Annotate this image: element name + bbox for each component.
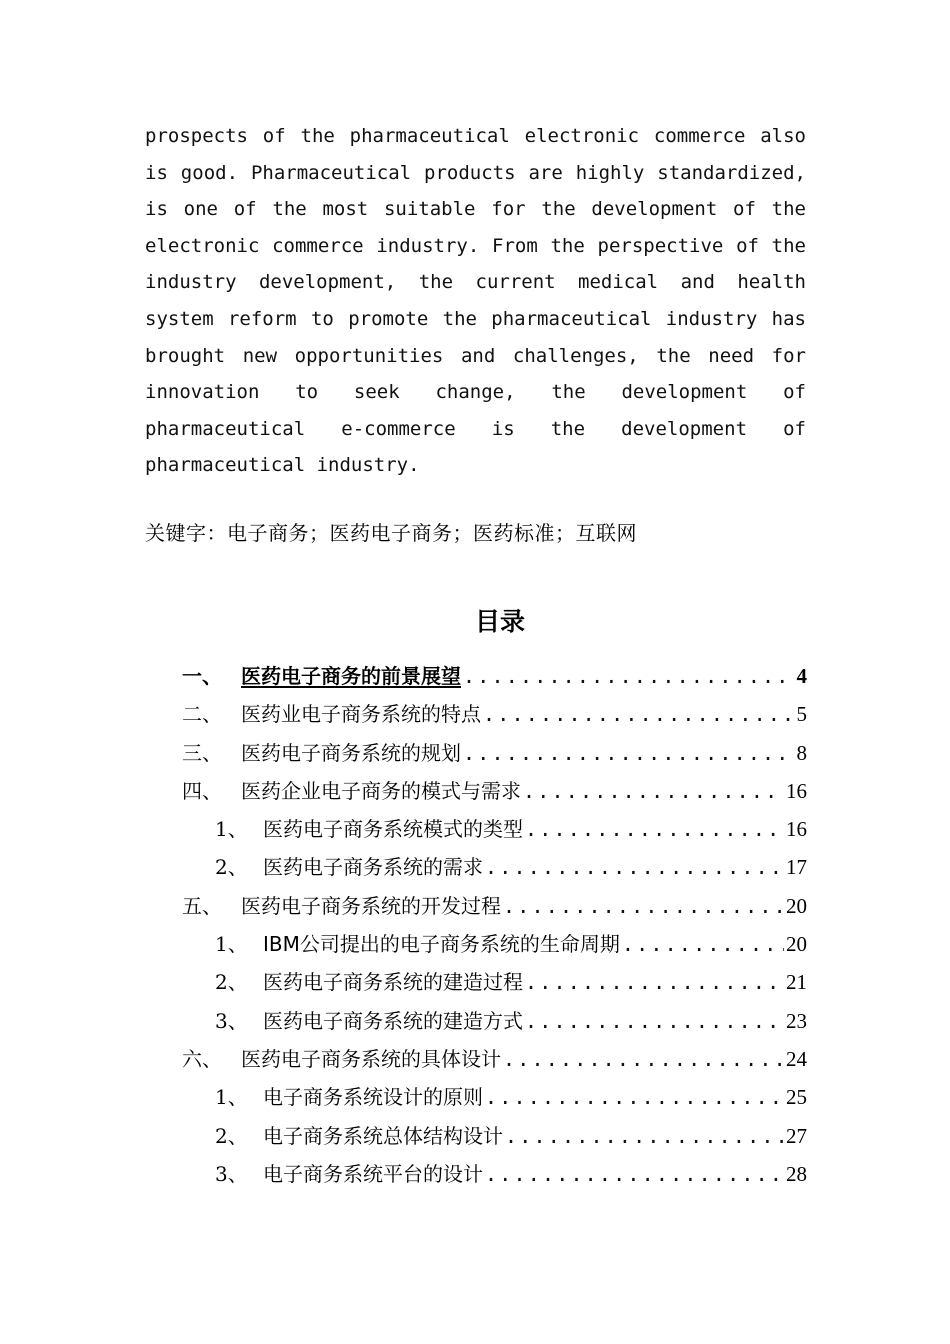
toc-entry-page: 28 xyxy=(786,1161,807,1186)
toc-entry-label: 医药电子商务系统的需求 xyxy=(263,855,483,880)
toc-subentry[interactable] xyxy=(182,1155,807,1193)
toc-dot-leader xyxy=(525,1002,784,1040)
toc-entry-label: 医药电子商务系统的开发过程 xyxy=(241,893,501,918)
toc-entry-label: 医药电子商务系统模式的类型 xyxy=(263,817,523,842)
toc-entry-label: 医药电子商务系统的具体设计 xyxy=(241,1046,501,1071)
toc-dot-leader xyxy=(485,1155,784,1193)
abstract-line: system reform to promote the pharmaceutical industry has xyxy=(145,307,806,330)
toc-entry-page: 17 xyxy=(786,855,807,880)
toc-entry-label: 医药电子商务系统的规划 xyxy=(241,740,461,765)
toc-entry-page: 24 xyxy=(786,1046,807,1071)
toc-entry-page: 16 xyxy=(786,817,807,842)
toc-subentry[interactable] xyxy=(182,810,807,848)
toc-entry-number: 1、 xyxy=(215,817,248,842)
toc-entry-page: 21 xyxy=(786,970,807,995)
abstract-line: innovation to seek change, the development of xyxy=(145,381,806,404)
toc-entry-page: 27 xyxy=(786,1123,807,1148)
toc-entry-label: IBM公司提出的电子商务系统的生命周期 xyxy=(263,932,620,957)
toc-subentry[interactable] xyxy=(182,1117,807,1155)
abstract-line: industry development, the current medical and health xyxy=(145,271,806,294)
toc-entry[interactable] xyxy=(182,1040,807,1078)
toc-subentry[interactable] xyxy=(182,963,807,1001)
keywords-line: 关键字：电子商务；医药电子商务；医药标准；互联网 xyxy=(145,521,637,545)
toc-entry-page: 16 xyxy=(786,778,807,803)
toc-entry-label: 医药电子商务系统的建造过程 xyxy=(263,970,523,995)
toc-entry-label: 电子商务系统设计的原则 xyxy=(263,1085,483,1110)
toc-dot-leader xyxy=(463,657,795,695)
toc-entry[interactable] xyxy=(182,695,807,733)
toc-title: 目录 xyxy=(474,607,525,636)
abstract-line: pharmaceutical e-commerce is the development of xyxy=(145,417,806,440)
toc-dot-leader xyxy=(503,1040,784,1078)
toc-entry-number: 1、 xyxy=(215,932,248,957)
abstract-line: brought new opportunities and challenges, the need for xyxy=(145,344,806,367)
toc-entry-number: 2、 xyxy=(215,970,248,995)
toc-entry-page: 23 xyxy=(786,1008,807,1033)
toc-dot-leader xyxy=(523,772,784,810)
toc-entry-number: 六、 xyxy=(182,1046,222,1071)
toc-entry-number: 3、 xyxy=(215,1008,248,1033)
toc-entry-page: 25 xyxy=(786,1085,807,1110)
toc-dot-leader xyxy=(485,848,784,886)
toc-dot-leader xyxy=(503,887,784,925)
toc-entry-number: 2、 xyxy=(215,1123,248,1148)
toc-entry-number: 二、 xyxy=(182,702,222,727)
toc-entry-label: 医药电子商务的前景展望 xyxy=(241,664,461,688)
toc-subentry[interactable] xyxy=(182,848,807,886)
toc-entry-page: 20 xyxy=(786,932,807,957)
toc-entry-page: 4 xyxy=(796,664,807,688)
toc-entry-page: 5 xyxy=(796,702,807,727)
toc-entry-page: 20 xyxy=(786,893,807,918)
abstract-line: is good. Pharmaceutical products are highly standardized, xyxy=(145,161,806,184)
toc-entry-number: 2、 xyxy=(215,855,248,880)
abstract-paragraph xyxy=(145,118,806,484)
toc-subentry[interactable] xyxy=(182,1002,807,1040)
toc-entry[interactable] xyxy=(182,734,807,772)
abstract-line: pharmaceutical industry. xyxy=(145,454,420,477)
toc-entry-number: 3、 xyxy=(215,1161,248,1186)
toc-entry-number: 四、 xyxy=(182,778,222,803)
toc-subentry[interactable] xyxy=(182,925,807,963)
toc-dot-leader xyxy=(525,963,784,1001)
toc-subentry[interactable] xyxy=(182,1078,807,1116)
toc-entry-number: 1、 xyxy=(215,1085,248,1110)
toc-dot-leader xyxy=(505,1117,784,1155)
toc-entry-number: 一、 xyxy=(182,664,222,688)
toc-entry-number: 五、 xyxy=(182,893,222,918)
toc-entry-number: 三、 xyxy=(182,740,222,765)
abstract-line: is one of the most suitable for the development of the xyxy=(145,198,806,221)
toc-entry-label: 电子商务系统平台的设计 xyxy=(263,1161,483,1186)
toc-entry[interactable] xyxy=(182,657,807,695)
table-of-contents xyxy=(182,657,807,1193)
toc-entry-label: 医药业电子商务系统的特点 xyxy=(241,702,481,727)
toc-dot-leader xyxy=(463,734,795,772)
toc-dot-leader xyxy=(485,1078,784,1116)
toc-dot-leader xyxy=(622,925,784,963)
toc-dot-leader xyxy=(483,695,795,733)
toc-entry[interactable] xyxy=(182,772,807,810)
toc-entry-page: 8 xyxy=(796,740,807,765)
toc-entry-label: 电子商务系统总体结构设计 xyxy=(263,1123,503,1148)
toc-entry[interactable] xyxy=(182,887,807,925)
abstract-line: prospects of the pharmaceutical electronic commerce also xyxy=(145,125,806,147)
toc-entry-label: 医药电子商务系统的建造方式 xyxy=(263,1008,523,1033)
toc-entry-label: 医药企业电子商务的模式与需求 xyxy=(241,778,521,803)
toc-dot-leader xyxy=(525,810,784,848)
abstract-line: electronic commerce industry. From the perspective of the xyxy=(145,234,806,257)
